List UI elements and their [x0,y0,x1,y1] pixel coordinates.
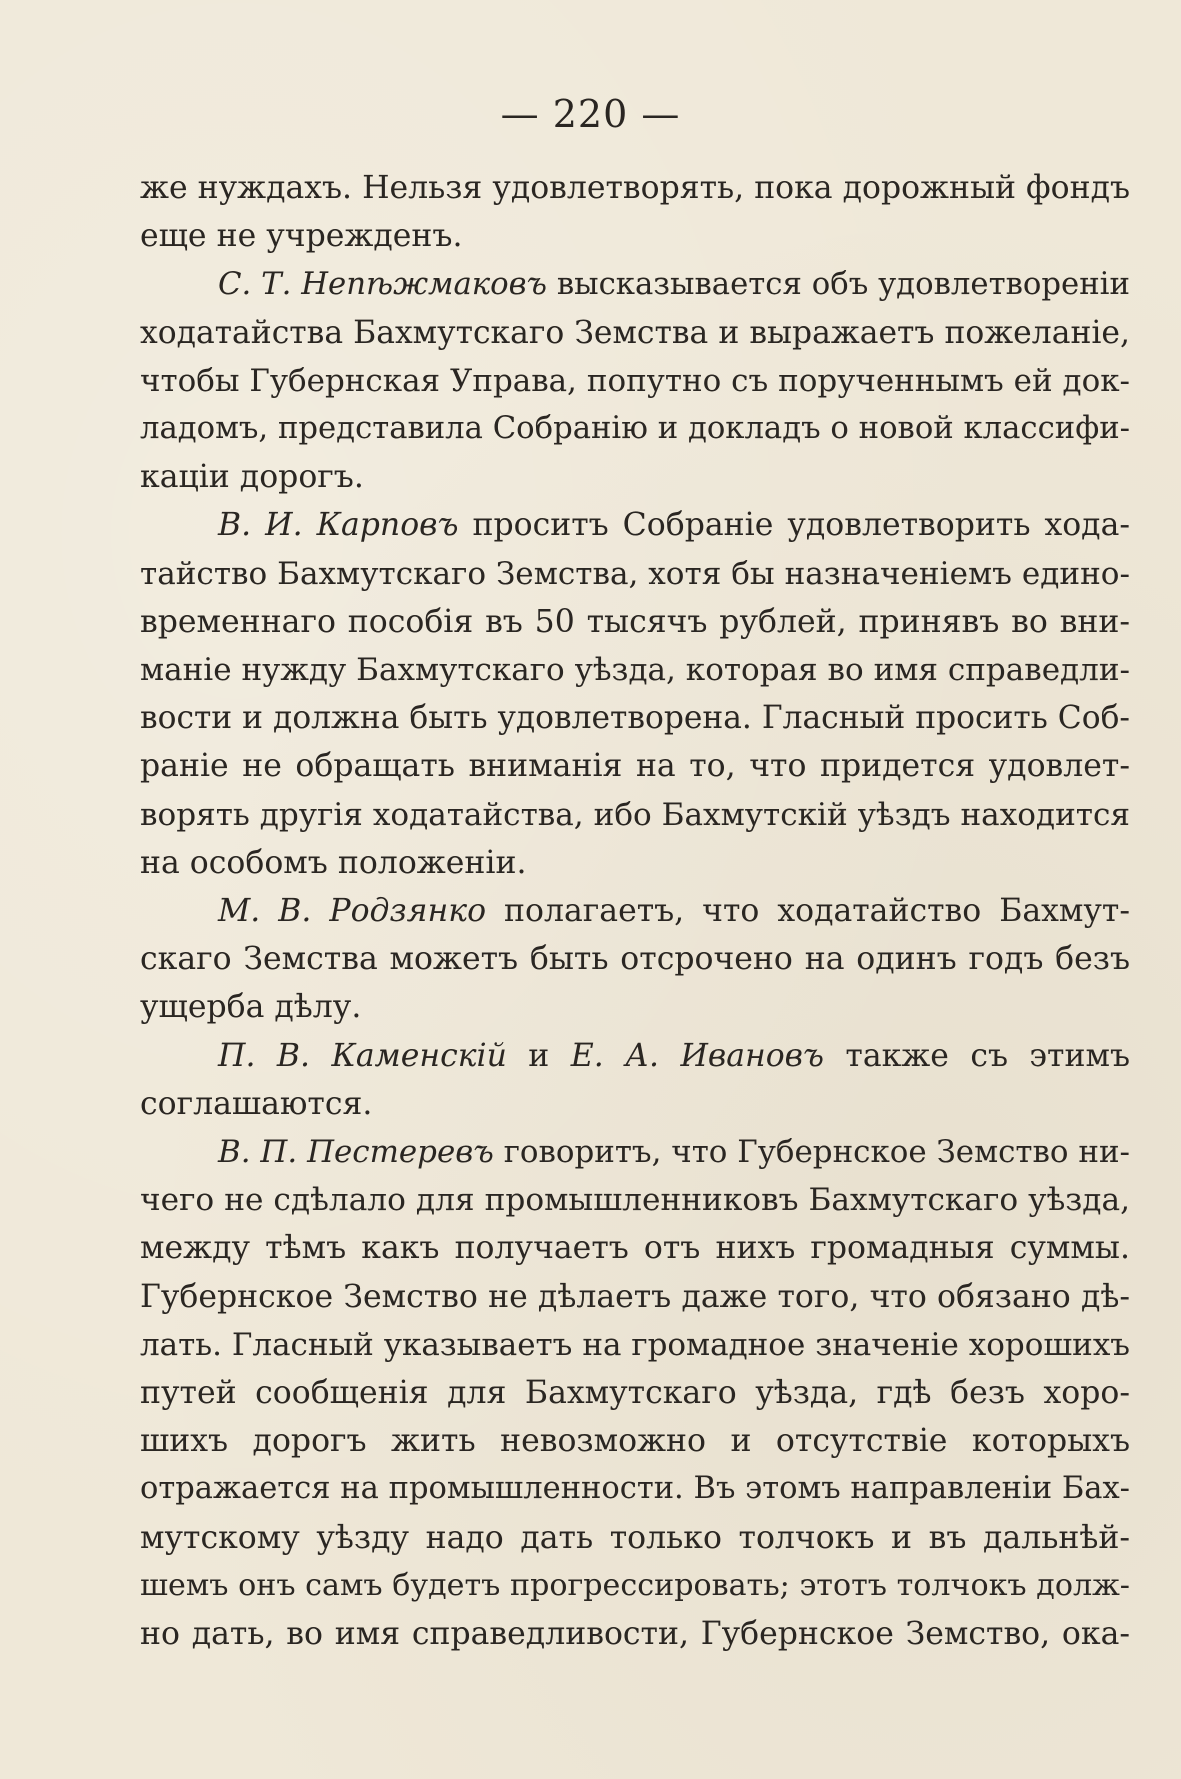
line-text: ущерба дѣлу. [140,989,362,1026]
line-text: еще не учрежденъ. [140,218,463,255]
text-line [140,1032,1130,1080]
line-text: маніе нужду Бахмутскаго уѣзда, которая во имя справедли- [140,652,1130,689]
speaker-name: В. П. Пестеревъ [218,1134,494,1171]
line-text: шихъ дорогъ жить невозможно и отсутствіе которыхъ [140,1423,1130,1460]
text-line [140,1224,1130,1272]
line-text: и [506,1037,571,1074]
line-text: чего не сдѣлало для промышленниковъ Бахмутскаго уѣзда, [140,1182,1130,1219]
line-text: говоритъ, что Губернское Земство ни- [493,1134,1130,1171]
text-line [140,1610,1130,1658]
line-text: же нуждахъ. Нельзя удовлетворять, пока дорожный фондъ [140,170,1130,206]
text-line [140,164,1130,212]
text-line [140,791,1130,839]
line-text: каціи дорогъ. [140,459,364,496]
text-line [140,1321,1130,1369]
page-number: — 220 — [500,92,681,136]
text-line [140,1128,1130,1176]
text-line [140,694,1130,742]
speaker-name: П. В. Каменскій [218,1037,507,1074]
text-line [140,1369,1130,1417]
text-line [140,1176,1130,1224]
line-text: проситъ Собраніе удовлетворить хода- [458,507,1130,544]
line-text: на особомъ положеніи. [140,844,527,881]
text-line [140,1080,1130,1128]
text-line [140,839,1130,887]
line-text: скаго Земства можетъ быть отсрочено на одинъ годъ безъ [140,941,1130,978]
text-line [140,983,1130,1031]
body-text [140,164,1130,1658]
line-text: ворять другія ходатайства, ибо Бахмутскій уѣздъ находится [140,796,1130,833]
line-text: чтобы Губернская Управа, попутно съ порученнымъ ей док- [140,362,1130,399]
line-text: между тѣмъ какъ получаетъ отъ нихъ громадныя суммы. [140,1230,1130,1267]
line-text: ходатайства Бахмутскаго Земства и выражаетъ пожеланіе, [140,314,1130,351]
speaker-name: С. Т. Непѣжмаковъ [218,266,547,303]
line-text: тайство Бахмутскаго Земства, хотя бы назначеніемъ едино- [140,555,1130,592]
speaker-name: В. И. Карповъ [218,507,459,544]
line-text: лать. Гласный указываетъ на громадное значеніе хорошихъ [140,1326,1130,1363]
text-line [140,550,1130,598]
text-line [140,646,1130,694]
text-line [140,260,1130,308]
line-text: вости и должна быть удовлетворена. Гласный просить Соб- [140,700,1130,737]
text-line [140,212,1130,260]
text-line [140,887,1130,935]
line-text: ладомъ, представила Собранію и докладъ о новой классифи- [140,411,1130,447]
line-text: Губернское Земство не дѣлаетъ даже того, что обязано дѣ- [140,1278,1130,1315]
line-text: но дать, во имя справедливости, Губернское Земство, ока- [140,1616,1130,1653]
line-text: также съ этимъ [824,1037,1130,1074]
text-line [140,935,1130,983]
line-text: полагаетъ, что ходатайство Бахмут- [486,893,1130,930]
line-text: мутскому уѣзду надо дать только толчокъ и въ дальнѣй- [140,1519,1130,1556]
text-line [140,405,1130,453]
speaker-name: Е. А. Ивановъ [570,1037,824,1074]
text-line [140,501,1130,549]
text-line [140,742,1130,790]
text-line [140,1273,1130,1321]
text-line [140,1514,1130,1562]
text-line [140,1562,1130,1610]
line-text: отражается на промышленности. Въ этомъ направленіи Бах- [140,1471,1130,1507]
text-line [140,1417,1130,1465]
text-line [140,1465,1130,1513]
line-text: соглашаются. [140,1085,373,1122]
speaker-name: М. В. Родзянко [218,893,487,930]
text-line [140,357,1130,405]
line-text: путей сообщенія для Бахмутскаго уѣзда, гдѣ безъ хоро- [140,1375,1130,1412]
text-line [140,453,1130,501]
line-text: временнаго пособія въ 50 тысячъ рублей, принявъ во вни- [140,603,1130,640]
text-line [140,309,1130,357]
line-text: шемъ онъ самъ будетъ прогрессировать; этотъ толчокъ долж- [140,1567,1130,1603]
text-line [140,598,1130,646]
line-text: раніе не обращать вниманія на то, что придется удовлет- [140,748,1130,785]
line-text: высказывается объ удовлетвореніи [546,266,1130,303]
